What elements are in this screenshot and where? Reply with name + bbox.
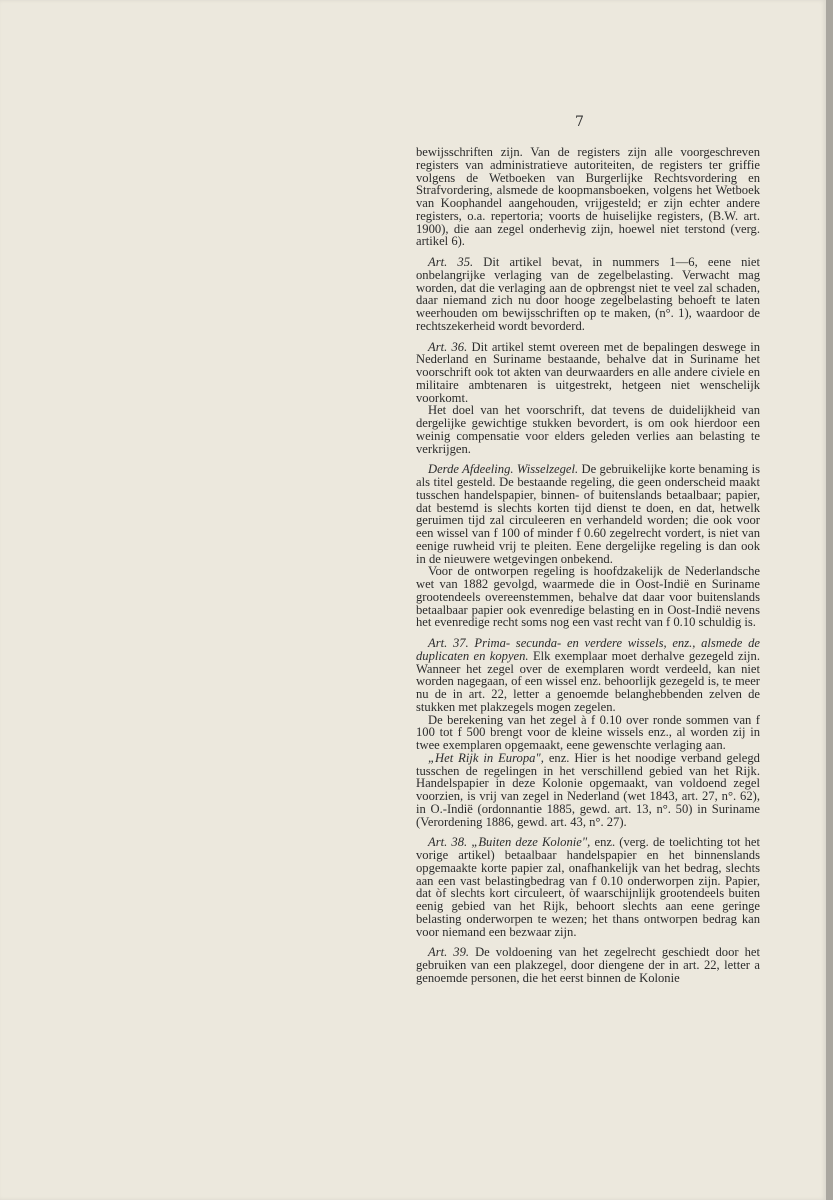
paragraph-continuation [416, 146, 760, 248]
text-column [416, 146, 760, 985]
paragraph-art-36-cont [416, 404, 760, 455]
paragraph-art-38 [416, 836, 760, 938]
paragraph-heading: „Het Rijk in Europa", [428, 750, 544, 765]
paragraph-text: Het doel van het voorschrift, dat tevens de duidelijkheid van dergelijke gewichtige stukken bevordert, is om ook hierdoor een weinig compensatie voor elders geleden verlies aan belasting te verkrijgen. [416, 403, 760, 456]
paragraph-heading: Art. 39. [428, 945, 470, 960]
paragraph-art-37-cont [416, 714, 760, 752]
paragraph-text: Elk exemplaar moet derhalve gezegeld zijn. Wanneer het zegel over de exemplaren wordt verdeeld, kan niet worden nagegaan, of een wissel enz. behoorlijk gezegeld is, te meer nu de in art. 22, letter a genoemde belanghebbenden zelven de stukken met plakzegels mogen zegelen. [416, 648, 760, 714]
paragraph-art-37 [416, 637, 760, 714]
paragraph-text: De berekening van het zegel à f 0.10 over ronde sommen van f 100 tot f 500 brengt voor de kleine wissels enz., al worden zij in twee exemplaren opgemaakt, eene gewenschte verlaging aan. [416, 712, 760, 752]
paragraph-heading: Art. 35. [428, 255, 474, 269]
paragraph-heading: Art. 36. [428, 339, 468, 354]
paragraph-text: enz. Hier is het noodige verband gelegd tusschen de regelingen in het verschillend gebied van het Rijk. Handelspapier in deze Kolonie opgemaakt, van voldoend zegel voorzien, is vrij van zegel in Nederland (wet 1843, art. 27, n°. 62), in O.-Indië (ordonnantie 1885, gewd. art. 13, n°. 50) in Suriname (Verordening 1886, gewd. art. 43, n°. 27). [416, 750, 760, 829]
paragraph-derde-afdeeling-cont [416, 565, 760, 629]
paragraph-heading: Art. 37. Prima- secunda- en verdere wissels, enz., alsmede de duplicaten en kopyen. [416, 636, 760, 663]
paragraph-art-36 [416, 341, 760, 405]
paragraph-heading: Art. 38. „Buiten deze Kolonie", [428, 835, 591, 850]
paragraph-heading: Derde Afdeeling. Wisselzegel. [428, 462, 579, 477]
paragraph-text: enz. (verg. de toelichting tot het vorige artikel) betaalbaar handelspapier en het binnenslands opgemaakte korte papier zal, onafhankelijk van het bedrag, slechts aan een vast belastingbedrag van f 0.10 onderworpen zijn. Papier, dat òf slechts kort circuleert, òf waarschijnlijk grootendeels buiten eenig gebied van het Rijk, behoort slechts aan eene geringe belasting onderworpen te wezen; het thans ontworpen bedrag kan voor niemand een bezwaar zijn. [416, 835, 760, 939]
paragraph-text: De voldoening van het zegelrecht geschiedt door het gebruiken van een plakzegel, door diengene der in art. 22, letter a genoemde personen, die het eerst binnen de Kolonie [416, 945, 760, 985]
paragraph-art-39 [416, 946, 760, 984]
page-number: 7 [575, 114, 584, 130]
paragraph-text: Dit artikel bevat, in nummers 1—6, eene niet onbelangrijke verlaging van de zegelbelasting. Verwacht mag worden, dat die verlaging aan de opbrengst niet te veel zal schaden, daar niemand zich nu door hooge zegelbelasting behoeft te laten weerhouden om bewijsschriften op te maken, (n°. 1), waardoor de rechtszekerheid wordt bevorderd. [416, 255, 760, 333]
paragraph-art-35 [416, 256, 760, 333]
paragraph-text: Dit artikel stemt overeen met de bepalingen deswege in Nederland en Suriname bestaande, behalve dat in Suriname het voorschrift ook tot akten van deurwaarders en alle andere civiele en militaire ambtenaren is uitgestrekt, hetgeen niet wenschelijk voorkomt. [416, 339, 760, 405]
paragraph-text: De gebruikelijke korte benaming is als titel gesteld. De bestaande regeling, die geen onderscheid maakt tusschen handelspapier, binnen- of buitenslands betaalbaar; papier, dat bestemd is slechts korten tijd dienst te doen, en dat, hetwelk geruimen tijd zal circuleeren en verhandeld worden; die ook voor een wissel van f 100 of minder f 0.60 zegelrecht vordert, is niet van eenige ruwheid vrij te pleiten. Eene dergelijke regeling is dan ook in de nieuwere wetgevingen onbekend. [416, 462, 760, 566]
paragraph-text: bewijsschriften zijn. Van de registers zijn alle voorgeschreven registers van administratieve autoriteiten, de registers ter griffie volgens de Wetboeken van Burgerlijke Rechtsvordering en Strafvordering, alsmede de koopmansboeken, volgens het Wetboek van Koophandel aangehouden, vrijgesteld; er zijn echter andere registers, o.a. repertoria; voorts de huiselijke registers, (B.W. art. 1900), die aan zegel onderhevig zijn, hoewel niet terstond (verg. artikel 6). [416, 145, 760, 249]
paragraph-text: Voor de ontworpen regeling is hoofdzakelijk de Nederlandsche wet van 1882 gevolgd, waarmede die in Oost-Indië en Suriname grootendeels overeenstemmen, behalve dat daar voor buitenslands betaalbaar papier ook evenredige belasting en in Oost-Indië nevens het evenredige recht soms nog een vast recht van f 0.10 schuldig is. [416, 564, 760, 630]
page-edge [826, 0, 833, 1200]
paragraph-derde-afdeeling [416, 463, 760, 565]
paragraph-rijk-in-europa [416, 752, 760, 829]
